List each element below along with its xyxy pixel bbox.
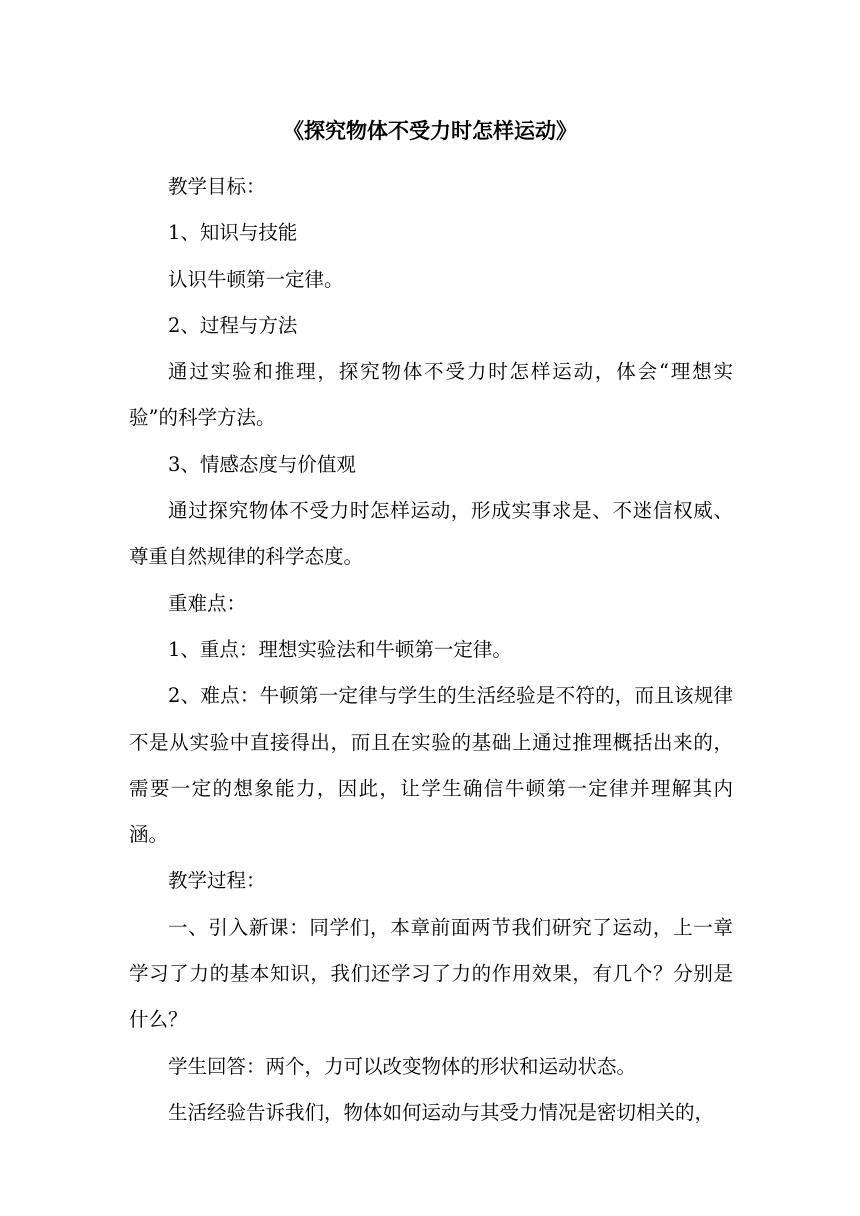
paragraph-life-experience: 生活经验告诉我们，物体如何运动与其受力情况是密切相关的， <box>168 1100 715 1124</box>
document-body <box>129 164 733 1136</box>
paragraph-process-methods: 通过实验和推理，探究物体不受力时怎样运动，体会“理想实验”的科学方法。 <box>129 360 733 430</box>
document-title: 《探究物体不受力时怎样运动》 <box>283 118 577 143</box>
paragraph-process-methods-heading: 2、过程与方法 <box>168 313 298 337</box>
paragraph-teaching-process-heading: 教学过程： <box>168 869 266 893</box>
paragraph-attitude-values-heading: 3、情感态度与价值观 <box>168 452 356 476</box>
paragraph-key-point: 1、重点：理想实验法和牛顿第一定律。 <box>168 637 512 661</box>
paragraph-introduction: 一、引入新课：同学们，本章前面两节我们研究了运动，上一章学习了力的基本知识，我们还学习了力的作用效果，有几个？分别是什么？ <box>129 915 733 1032</box>
paragraph-knowledge-skills-heading: 1、知识与技能 <box>168 221 298 245</box>
paragraph-difficult-point: 2、难点：牛顿第一定律与学生的生活经验是不符的，而且该规律不是从实验中直接得出，而且在实验的基础上通过推理概括出来的，需要一定的想象能力，因此，让学生确信牛顿第一定律并理解其内涵。 <box>129 684 733 847</box>
paragraph-knowledge-skills: 认识牛顿第一定律。 <box>168 267 344 291</box>
paragraph-student-answer: 学生回答：两个，力可以改变物体的形状和运动状态。 <box>168 1054 637 1078</box>
paragraph-teaching-objectives-heading: 教学目标： <box>168 175 266 198</box>
paragraph-attitude-values: 通过探究物体不受力时怎样运动，形成实事求是、不迷信权威、尊重自然规律的科学态度。 <box>129 499 733 569</box>
paragraph-key-difficult-heading: 重难点： <box>168 591 247 615</box>
